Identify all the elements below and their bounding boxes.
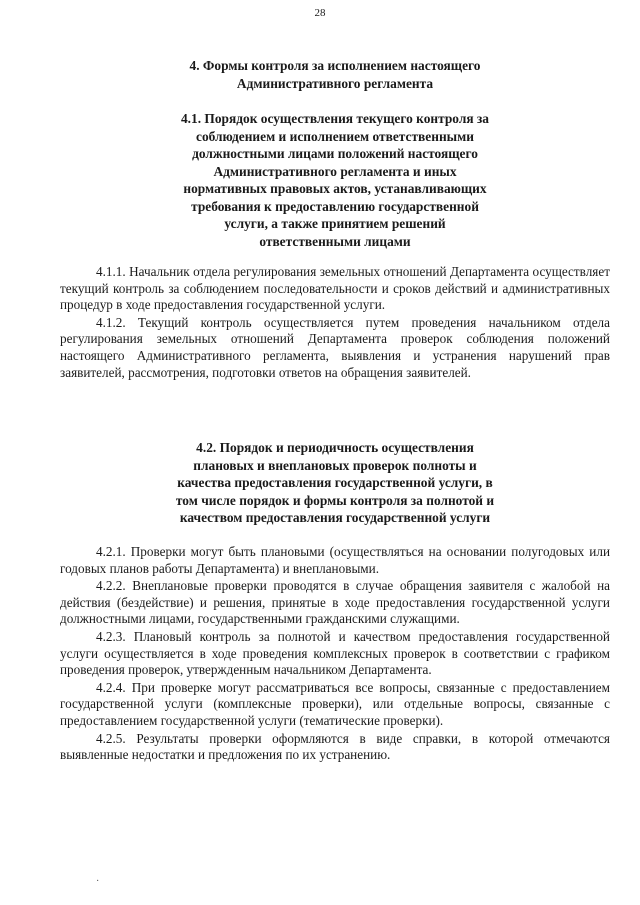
section-heading-line: соблюдением и исполнением ответственными: [196, 128, 474, 144]
paragraph-4-2-3: 4.2.3. Плановый контроль за полнотой и качеством предоставления государственной услуги осуществляется в ходе проведения комплексных проверок в соответствии с графиком проведения проверок, утвержденным начальником Департамента.: [60, 628, 610, 678]
page-number: 28: [314, 7, 326, 19]
section-heading-line: плановых и внеплановых проверок полноты и: [193, 457, 477, 473]
section-heading-line: 4.1. Порядок осуществления текущего контроля за: [180, 111, 489, 126]
paragraph-4-2-4: 4.2.4. При проверке могут рассматриваться все вопросы, связанные с предоставлением государственной услуги (комплексные проверки), или отдельные вопросы, связанные с предоставлением государственной услуги (тематические проверки).: [60, 679, 610, 728]
section-heading-line: нормативных правовых актов, устанавливающих: [183, 181, 487, 196]
chapter-heading-block: [60, 57, 610, 92]
section-4-2-body: [60, 544, 610, 764]
section-4-2-heading-block: [60, 439, 610, 527]
section-heading-line: том числе порядок и формы контроля за полнотой и: [175, 492, 495, 508]
section-heading-line: услуги, а также принятием решений: [224, 216, 446, 231]
paragraph-4-1-1: 4.1.1. Начальник отдела регулирования земельных отношений Департамента осуществляет текущий контроль за соблюдением последовательности и сроков действий и административных процедур в ходе предоставления государственной услуги.: [60, 264, 610, 313]
section-heading-line: требования к предоставлению государственной: [191, 198, 479, 214]
section-4-1-heading-block: [60, 110, 610, 250]
section-heading-line: качества предоставления государственной услуги, в: [177, 475, 493, 490]
section-heading-line: 4.2. Порядок и периодичность осуществления: [196, 440, 474, 455]
scan-dot-mark: ·: [96, 876, 100, 887]
section-4-2-heading: [60, 439, 610, 527]
section-4-1-heading: [60, 110, 610, 250]
chapter-heading-line: 4. Формы контроля за исполнением настоящего: [189, 58, 481, 73]
paragraph-4-2-2: 4.2.2. Внеплановые проверки проводятся в случае обращения заявителя с жалобой на действия (бездействие) и решения, принятые в ходе предоставления государственной услуги должностными лицами, государственными гражданскими служащими.: [60, 578, 610, 627]
chapter-heading-line: Административного регламента: [236, 75, 434, 91]
section-heading-line: качеством предоставления государственной услуги: [179, 510, 491, 525]
section-heading-line: Административного регламента и иных: [213, 163, 457, 179]
paragraph-4-2-5: 4.2.5. Результаты проверки оформляются в виде справки, в которой отмечаются выявленные недостатки и предложения по их устранению.: [60, 730, 610, 763]
section-4-1-body: [60, 264, 610, 381]
paragraph-4-2-1: 4.2.1. Проверки могут быть плановыми (осуществляться на основании полугодовых или годовых планов работы Департамента) и внеплановыми.: [60, 544, 610, 576]
paragraph-4-1-2: 4.1.2. Текущий контроль осуществляется путем проведения начальником отдела регулирования земельных отношений Департамента проверок соблюдения положений настоящего Административного регламента, выявления и устранения нарушений прав заявителей, рассмотрения, подготовки ответов на обращения заявителей.: [60, 314, 610, 380]
section-heading-line: должностными лицами положений настоящего: [192, 146, 478, 161]
chapter-heading: [60, 57, 610, 92]
section-heading-line: ответственными лицами: [259, 233, 411, 249]
